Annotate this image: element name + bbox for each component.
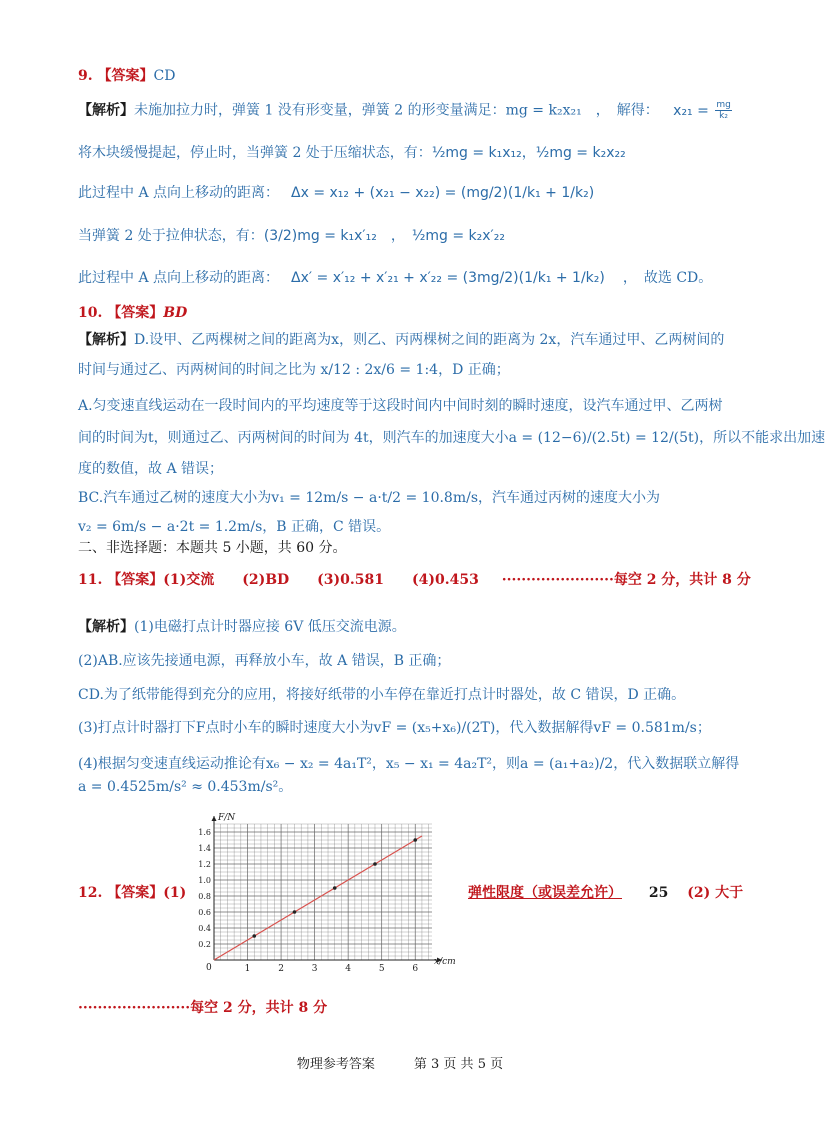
x-tick-label: 3 [311, 964, 318, 974]
q12-answers-right [468, 883, 743, 903]
q10-p1-a [78, 330, 724, 350]
chart-grid [214, 824, 432, 960]
y-tick-label: 1.6 [198, 828, 211, 837]
q9-line-4 [78, 226, 505, 246]
q9-line-2 [78, 143, 626, 163]
y-axis-arrow [212, 816, 217, 821]
q11-analysis-tag: 【解析】 [78, 619, 134, 635]
q11-line-5: (4)根据匀变速直线运动推论有x₆ − x₂ = 4a₁T²，x₅ − x₁ = 4a₂T²，则a = (a₁+a₂)/2，代入数据联立解得 [78, 756, 740, 772]
y-tick-label: 0.2 [198, 940, 211, 949]
q12-answer-value: 25 [648, 885, 669, 901]
y-tick-label: 1.4 [198, 844, 211, 853]
q9-line-5-text: 此过程中 A 点向上移动的距离： [78, 270, 280, 286]
q9-number: 9. [78, 68, 93, 84]
q11-line-1-text: (1)电磁打点计时器应接 6V 低压交流电源。 [134, 619, 406, 635]
x-tick-label: 2 [278, 964, 284, 974]
q11-heading [78, 570, 751, 590]
q9-line-4-math: (3/2)mg = k₁x′₁₂ ， ½mg = k₂x′₂₂ [263, 228, 505, 244]
q9-result-num: mg [716, 100, 731, 110]
y-tick-label: 1.0 [198, 876, 211, 885]
q12-number: 12. [78, 885, 103, 901]
chart-series [214, 836, 422, 960]
y-tick-label: 0.4 [198, 924, 211, 933]
q9-line-4-text: 当弹簧 2 处于拉伸状态，有： [78, 228, 264, 244]
q10-p3-b: v₂ = 6m/s − a·2t = 1.2m/s，B 正确，C 错误。 [78, 519, 391, 535]
data-point [333, 886, 337, 890]
q12-answer-tag: 【答案】 [107, 885, 164, 901]
q11-line-3: CD.为了纸带能得到充分的应用，将接好纸带的小车停在靠近打点计时器处，故 C 错误，D 正确。 [78, 687, 686, 703]
q11-score: ·······················每空 2 分，共计 8 分 [501, 572, 751, 588]
q9-line-2-text: 将木块缓慢提起，停止时，当弹簧 2 处于压缩状态，有： [78, 145, 432, 161]
q12-heading [78, 883, 186, 903]
q9-analysis-tag: 【解析】 [78, 102, 134, 119]
x-tick-label: 1 [244, 964, 251, 974]
q10-p3-a: BC.汽车通过乙树的速度大小为v₁ = 12m/s − a·t/2 = 10.8m/s，汽车通过丙树的速度大小为 [78, 490, 661, 506]
q12-answer-text: 弹性限度（或误差允许） [468, 885, 622, 901]
q10-heading [78, 303, 187, 323]
q9-answer-tag: 【答案】 [97, 68, 154, 84]
q9-line-5-end: ， 故选 CD。 [622, 270, 713, 286]
fit-line [214, 836, 422, 960]
q9-line-2-math: ½mg = k₁x₁₂，½mg = k₂x₂₂ [431, 145, 626, 161]
chart-origin-label: 0 [206, 963, 212, 973]
q11-line-2: (2)AB.应该先接通电源，再释放小车，故 A 错误，B 正确； [78, 653, 451, 669]
q9-line-5-math: Δx′ = x′₁₂ + x′₂₁ + x′₂₂ = (3mg/2)(1/k₁ + 1/k₂) [291, 270, 605, 286]
y-tick-label: 1.2 [198, 860, 211, 869]
q9-line-3 [78, 183, 594, 203]
q10-p2-a: A.匀变速直线运动在一段时间内的平均速度等于这段时间内中间时刻的瞬时速度，设汽车通过甲、乙两树 [78, 398, 723, 414]
q11-number: 11. [78, 572, 103, 588]
page-footer: 物理参考答案 第 3 页 共 5 页 [296, 1057, 504, 1072]
q10-number: 10. [78, 305, 103, 321]
q10-answer: BD [163, 305, 188, 321]
force-extension-chart [192, 812, 456, 982]
q12-score: ·······················每空 2 分，共计 8 分 [78, 1000, 328, 1016]
q10-p2-b: 间的时间为t，则通过乙、丙两树间的时间为 4t，则汽车的加速度大小a = (12−6)/(2.5t) = 12/(5t)，所以不能求出加速 [78, 430, 825, 446]
x-tick-label: 4 [345, 964, 352, 974]
data-point [293, 910, 297, 914]
q9-line-3-text: 此过程中 A 点向上移动的距离： [78, 185, 280, 201]
q10-p2-c: 度的数值，故 A 错误； [78, 461, 224, 477]
q11-answer-tag: 【答案】 [107, 572, 164, 588]
y-tick-label: 0.8 [198, 892, 211, 901]
data-point [252, 934, 256, 938]
q10-p1-a-text: D.设甲、乙两棵树之间的距离为x，则乙、丙两棵树之间的距离为 2x，汽车通过甲、乙两树间的 [134, 332, 725, 348]
y-tick-label: 0.6 [198, 908, 211, 917]
q11-answers: (1)交流 (2)BD (3)0.581 (4)0.453 [163, 572, 479, 588]
q9-line-1 [78, 100, 734, 121]
q11-line-4: (3)打点计时器打下F点时小车的瞬时速度大小为vF = (x₅+x₆)/(2T)，代入数据解得vF = 0.581m/s； [78, 720, 711, 736]
q9-line-5 [78, 268, 712, 288]
q9-line-1-text: 未施加拉力时，弹簧 1 没有形变量，弹簧 2 的形变量满足：mg = k₂x₂₁ ， 解得： [134, 102, 659, 119]
q10-analysis-tag: 【解析】 [78, 332, 134, 348]
q9-result-lhs: x₂₁ = [673, 102, 709, 119]
q12-part-1: (1) [163, 885, 187, 901]
chart-ylabel: F/N [218, 813, 236, 823]
q10-answer-tag: 【答案】 [107, 305, 164, 321]
q9-heading [78, 66, 175, 86]
data-point [373, 862, 377, 866]
q11-line-6: a = 0.4525m/s² ≈ 0.453m/s²。 [78, 779, 293, 795]
data-point [413, 838, 417, 842]
q10-p1-b: 时间与通过乙、丙两树间的时间之比为 x/12 : 2x/6 = 1:4，D 正确； [78, 362, 510, 378]
q9-line-3-math: Δx = x₁₂ + (x₂₁ − x₂₂) = (mg/2)(1/k₁ + 1/k₂) [291, 185, 595, 201]
q12-part-2: (2) 大于 [687, 885, 744, 901]
q9-result-den: k₂ [719, 111, 728, 121]
x-tick-label: 5 [378, 964, 385, 974]
q11-line-1 [78, 617, 406, 637]
section-2-title: 二、非选择题：本题共 5 小题，共 60 分。 [78, 540, 347, 556]
x-tick-label: 6 [412, 964, 419, 974]
q9-answer: CD [153, 68, 176, 84]
chart-xlabel: x/cm [434, 957, 456, 967]
